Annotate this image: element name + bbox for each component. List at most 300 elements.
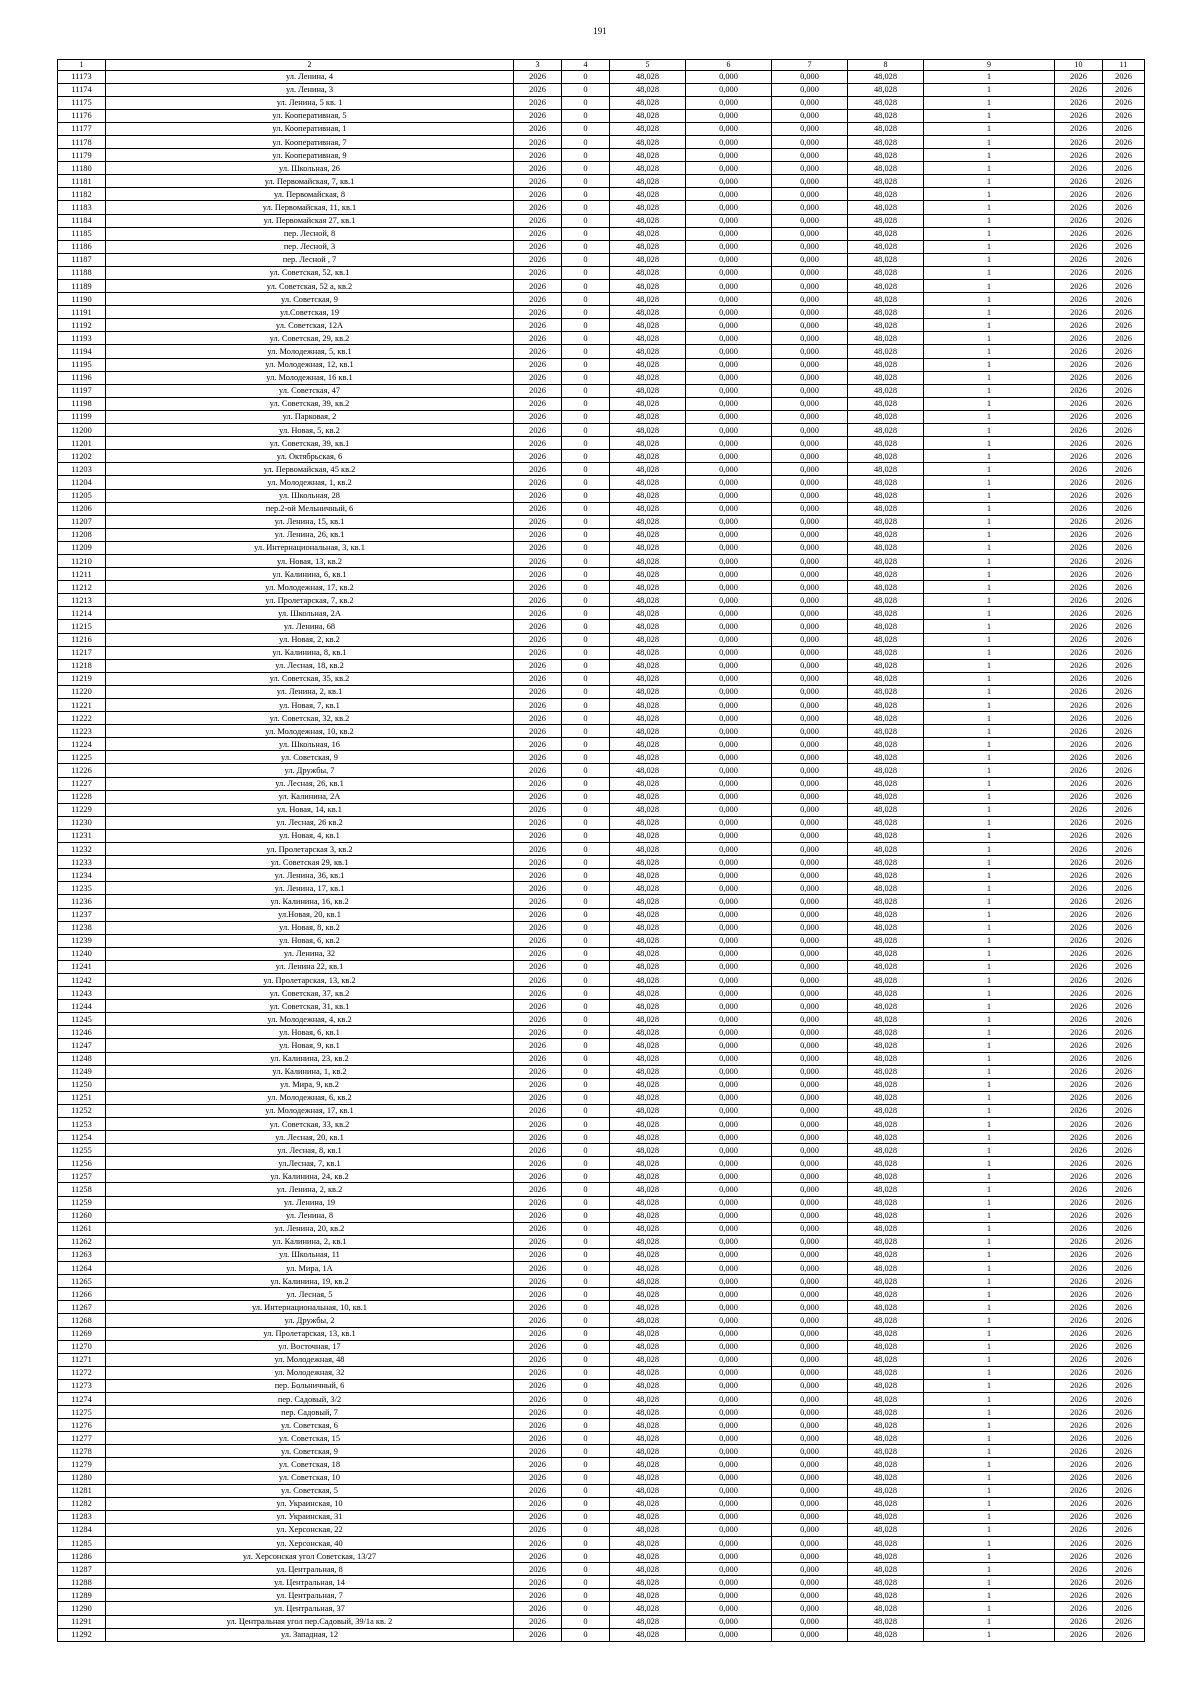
- value-c-cell: 48,028: [848, 1235, 924, 1248]
- year-from-cell: 2026: [1055, 227, 1103, 240]
- value-zero-cell: 0: [562, 960, 610, 973]
- year-from-cell: 2026: [1055, 1458, 1103, 1471]
- year-to-cell: 2026: [1103, 450, 1145, 463]
- value-c-cell: 48,028: [848, 725, 924, 738]
- year-to-cell: 2026: [1103, 1589, 1145, 1602]
- year-to-cell: 2026: [1103, 869, 1145, 882]
- year-from-cell: 2026: [1055, 1131, 1103, 1144]
- value-c-cell: 48,028: [848, 227, 924, 240]
- count-cell: 1: [924, 869, 1055, 882]
- address-cell: ул. Молодежная, 17, кв.2: [106, 581, 514, 594]
- total-value-cell: 48,028: [610, 1183, 686, 1196]
- year-from-cell: 2026: [1055, 1000, 1103, 1013]
- count-cell: 1: [924, 371, 1055, 384]
- address-cell: ул. Молодежная, 5, кв.1: [106, 345, 514, 358]
- year-from-cell: 2026: [1055, 685, 1103, 698]
- year-from-cell: 2026: [1055, 528, 1103, 541]
- value-zero-cell: 0: [562, 214, 610, 227]
- value-b-cell: 0,000: [772, 751, 848, 764]
- address-cell: ул. Новая, 7, кв.1: [106, 699, 514, 712]
- record-number-cell: 11225: [58, 751, 106, 764]
- total-value-cell: 48,028: [610, 306, 686, 319]
- address-cell: ул. Молодежная, 48: [106, 1353, 514, 1366]
- value-b-cell: 0,000: [772, 1432, 848, 1445]
- value-b-cell: 0,000: [772, 476, 848, 489]
- address-cell: ул. Советская, 10: [106, 1471, 514, 1484]
- count-cell: 1: [924, 1327, 1055, 1340]
- year-from-cell: 2026: [1055, 96, 1103, 109]
- year-from-cell: 2026: [1055, 135, 1103, 148]
- year-from-cell: 2026: [1055, 1523, 1103, 1536]
- address-cell: ул. Молодежная, 16 кв.1: [106, 371, 514, 384]
- value-zero-cell: 0: [562, 502, 610, 515]
- year-from-cell: 2026: [1055, 829, 1103, 842]
- year-from-cell: 2026: [1055, 594, 1103, 607]
- value-b-cell: 0,000: [772, 1157, 848, 1170]
- address-cell: ул. Кооперативная, 1: [106, 122, 514, 135]
- value-b-cell: 0,000: [772, 1484, 848, 1497]
- value-a-cell: 0,000: [686, 882, 772, 895]
- value-zero-cell: 0: [562, 1550, 610, 1563]
- value-b-cell: 0,000: [772, 1196, 848, 1209]
- value-b-cell: 0,000: [772, 1183, 848, 1196]
- value-a-cell: 0,000: [686, 1039, 772, 1052]
- value-zero-cell: 0: [562, 1183, 610, 1196]
- record-number-cell: 11215: [58, 620, 106, 633]
- table-row: [58, 188, 1145, 201]
- value-b-cell: 0,000: [772, 1091, 848, 1104]
- year-from-cell: 2026: [1055, 502, 1103, 515]
- record-number-cell: 11213: [58, 594, 106, 607]
- year-from-cell: 2026: [1055, 987, 1103, 1000]
- address-cell: ул. Советская, 47: [106, 384, 514, 397]
- value-b-cell: 0,000: [772, 489, 848, 502]
- column-header: 8: [848, 60, 924, 71]
- value-a-cell: 0,000: [686, 777, 772, 790]
- value-zero-cell: 0: [562, 1471, 610, 1484]
- value-a-cell: 0,000: [686, 1432, 772, 1445]
- year-start-cell: 2026: [514, 1602, 562, 1615]
- year-to-cell: 2026: [1103, 1406, 1145, 1419]
- count-cell: 1: [924, 1131, 1055, 1144]
- value-b-cell: 0,000: [772, 96, 848, 109]
- value-zero-cell: 0: [562, 882, 610, 895]
- table-row: [58, 751, 1145, 764]
- year-to-cell: 2026: [1103, 554, 1145, 567]
- count-cell: 1: [924, 856, 1055, 869]
- total-value-cell: 48,028: [610, 214, 686, 227]
- record-number-cell: 11287: [58, 1563, 106, 1576]
- year-start-cell: 2026: [514, 973, 562, 986]
- value-b-cell: 0,000: [772, 541, 848, 554]
- value-zero-cell: 0: [562, 489, 610, 502]
- count-cell: 1: [924, 1510, 1055, 1523]
- address-cell: ул. Советская 29, кв.1: [106, 856, 514, 869]
- year-to-cell: 2026: [1103, 253, 1145, 266]
- value-a-cell: 0,000: [686, 1026, 772, 1039]
- year-start-cell: 2026: [514, 1353, 562, 1366]
- count-cell: 1: [924, 568, 1055, 581]
- value-c-cell: 48,028: [848, 502, 924, 515]
- total-value-cell: 48,028: [610, 646, 686, 659]
- value-a-cell: 0,000: [686, 712, 772, 725]
- value-c-cell: 48,028: [848, 188, 924, 201]
- year-from-cell: 2026: [1055, 659, 1103, 672]
- total-value-cell: 48,028: [610, 1248, 686, 1261]
- table-row: [58, 1615, 1145, 1628]
- year-to-cell: 2026: [1103, 227, 1145, 240]
- value-zero-cell: 0: [562, 1392, 610, 1405]
- count-cell: 1: [924, 1353, 1055, 1366]
- year-start-cell: 2026: [514, 1104, 562, 1117]
- table-row: [58, 1471, 1145, 1484]
- value-zero-cell: 0: [562, 1209, 610, 1222]
- year-to-cell: 2026: [1103, 463, 1145, 476]
- table-row: [58, 240, 1145, 253]
- total-value-cell: 48,028: [610, 1602, 686, 1615]
- total-value-cell: 48,028: [610, 659, 686, 672]
- total-value-cell: 48,028: [610, 1065, 686, 1078]
- record-number-cell: 11232: [58, 843, 106, 856]
- value-zero-cell: 0: [562, 463, 610, 476]
- year-from-cell: 2026: [1055, 397, 1103, 410]
- value-a-cell: 0,000: [686, 1366, 772, 1379]
- year-start-cell: 2026: [514, 1118, 562, 1131]
- column-header: 1: [58, 60, 106, 71]
- count-cell: 1: [924, 1379, 1055, 1392]
- value-c-cell: 48,028: [848, 672, 924, 685]
- count-cell: 1: [924, 1301, 1055, 1314]
- year-from-cell: 2026: [1055, 882, 1103, 895]
- value-c-cell: 48,028: [848, 947, 924, 960]
- value-zero-cell: 0: [562, 1157, 610, 1170]
- value-zero-cell: 0: [562, 973, 610, 986]
- record-number-cell: 11187: [58, 253, 106, 266]
- value-zero-cell: 0: [562, 869, 610, 882]
- table-row: [58, 1550, 1145, 1563]
- value-a-cell: 0,000: [686, 1602, 772, 1615]
- year-to-cell: 2026: [1103, 1288, 1145, 1301]
- value-a-cell: 0,000: [686, 1353, 772, 1366]
- year-to-cell: 2026: [1103, 541, 1145, 554]
- address-cell: ул. Новая, 13, кв.2: [106, 554, 514, 567]
- year-from-cell: 2026: [1055, 83, 1103, 96]
- year-to-cell: 2026: [1103, 1576, 1145, 1589]
- value-c-cell: 48,028: [848, 175, 924, 188]
- value-a-cell: 0,000: [686, 1209, 772, 1222]
- table-row: [58, 476, 1145, 489]
- value-a-cell: 0,000: [686, 293, 772, 306]
- table-row: [58, 70, 1145, 83]
- value-a-cell: 0,000: [686, 1301, 772, 1314]
- year-start-cell: 2026: [514, 1510, 562, 1523]
- value-b-cell: 0,000: [772, 646, 848, 659]
- address-cell: ул. Первомайская 27, кв.1: [106, 214, 514, 227]
- year-start-cell: 2026: [514, 895, 562, 908]
- record-number-cell: 11255: [58, 1144, 106, 1157]
- value-c-cell: 48,028: [848, 777, 924, 790]
- value-a-cell: 0,000: [686, 489, 772, 502]
- value-b-cell: 0,000: [772, 908, 848, 921]
- record-number-cell: 11257: [58, 1170, 106, 1183]
- value-c-cell: 48,028: [848, 869, 924, 882]
- total-value-cell: 48,028: [610, 1379, 686, 1392]
- year-from-cell: 2026: [1055, 1222, 1103, 1235]
- count-cell: 1: [924, 1039, 1055, 1052]
- total-value-cell: 48,028: [610, 568, 686, 581]
- count-cell: 1: [924, 135, 1055, 148]
- value-c-cell: 48,028: [848, 83, 924, 96]
- value-a-cell: 0,000: [686, 371, 772, 384]
- year-start-cell: 2026: [514, 489, 562, 502]
- year-start-cell: 2026: [514, 1327, 562, 1340]
- value-c-cell: 48,028: [848, 594, 924, 607]
- value-a-cell: 0,000: [686, 685, 772, 698]
- year-start-cell: 2026: [514, 1091, 562, 1104]
- value-a-cell: 0,000: [686, 987, 772, 1000]
- year-from-cell: 2026: [1055, 1314, 1103, 1327]
- table-row: [58, 489, 1145, 502]
- value-zero-cell: 0: [562, 1013, 610, 1026]
- record-number-cell: 11262: [58, 1235, 106, 1248]
- value-a-cell: 0,000: [686, 135, 772, 148]
- table-row: [58, 1327, 1145, 1340]
- count-cell: 1: [924, 607, 1055, 620]
- value-b-cell: 0,000: [772, 685, 848, 698]
- value-c-cell: 48,028: [848, 1432, 924, 1445]
- year-to-cell: 2026: [1103, 672, 1145, 685]
- count-cell: 1: [924, 620, 1055, 633]
- value-a-cell: 0,000: [686, 960, 772, 973]
- value-a-cell: 0,000: [686, 463, 772, 476]
- total-value-cell: 48,028: [610, 371, 686, 384]
- total-value-cell: 48,028: [610, 1445, 686, 1458]
- value-b-cell: 0,000: [772, 1392, 848, 1405]
- table-row: [58, 856, 1145, 869]
- value-zero-cell: 0: [562, 1510, 610, 1523]
- value-b-cell: 0,000: [772, 293, 848, 306]
- year-start-cell: 2026: [514, 1301, 562, 1314]
- value-b-cell: 0,000: [772, 1013, 848, 1026]
- year-to-cell: 2026: [1103, 659, 1145, 672]
- value-zero-cell: 0: [562, 1288, 610, 1301]
- year-start-cell: 2026: [514, 1563, 562, 1576]
- value-b-cell: 0,000: [772, 1537, 848, 1550]
- address-cell: ул. Ленина, 36, кв.1: [106, 869, 514, 882]
- value-b-cell: 0,000: [772, 253, 848, 266]
- value-c-cell: 48,028: [848, 162, 924, 175]
- count-cell: 1: [924, 83, 1055, 96]
- total-value-cell: 48,028: [610, 149, 686, 162]
- value-zero-cell: 0: [562, 1196, 610, 1209]
- record-number-cell: 11189: [58, 280, 106, 293]
- value-b-cell: 0,000: [772, 83, 848, 96]
- value-c-cell: 48,028: [848, 1353, 924, 1366]
- value-c-cell: 48,028: [848, 1406, 924, 1419]
- year-from-cell: 2026: [1055, 214, 1103, 227]
- year-start-cell: 2026: [514, 463, 562, 476]
- value-a-cell: 0,000: [686, 803, 772, 816]
- record-number-cell: 11283: [58, 1510, 106, 1523]
- count-cell: 1: [924, 908, 1055, 921]
- value-b-cell: 0,000: [772, 358, 848, 371]
- value-c-cell: 48,028: [848, 424, 924, 437]
- year-start-cell: 2026: [514, 554, 562, 567]
- year-start-cell: 2026: [514, 646, 562, 659]
- value-c-cell: 48,028: [848, 1157, 924, 1170]
- year-start-cell: 2026: [514, 280, 562, 293]
- value-zero-cell: 0: [562, 738, 610, 751]
- year-start-cell: 2026: [514, 699, 562, 712]
- count-cell: 1: [924, 581, 1055, 594]
- total-value-cell: 48,028: [610, 109, 686, 122]
- record-number-cell: 11235: [58, 882, 106, 895]
- record-number-cell: 11221: [58, 699, 106, 712]
- record-number-cell: 11182: [58, 188, 106, 201]
- year-start-cell: 2026: [514, 201, 562, 214]
- year-from-cell: 2026: [1055, 751, 1103, 764]
- year-to-cell: 2026: [1103, 1275, 1145, 1288]
- value-b-cell: 0,000: [772, 1353, 848, 1366]
- value-c-cell: 48,028: [848, 70, 924, 83]
- address-cell: ул. Кооперативная, 5: [106, 109, 514, 122]
- address-cell: ул. Советская, 9: [106, 1445, 514, 1458]
- record-number-cell: 11256: [58, 1157, 106, 1170]
- value-zero-cell: 0: [562, 1497, 610, 1510]
- record-number-cell: 11277: [58, 1432, 106, 1445]
- value-a-cell: 0,000: [686, 646, 772, 659]
- year-from-cell: 2026: [1055, 620, 1103, 633]
- count-cell: 1: [924, 1392, 1055, 1405]
- total-value-cell: 48,028: [610, 1550, 686, 1563]
- year-from-cell: 2026: [1055, 332, 1103, 345]
- year-start-cell: 2026: [514, 1039, 562, 1052]
- count-cell: 1: [924, 1118, 1055, 1131]
- year-to-cell: 2026: [1103, 699, 1145, 712]
- address-cell: ул. Центральная, 14: [106, 1576, 514, 1589]
- value-b-cell: 0,000: [772, 1471, 848, 1484]
- year-start-cell: 2026: [514, 777, 562, 790]
- value-c-cell: 48,028: [848, 554, 924, 567]
- value-b-cell: 0,000: [772, 162, 848, 175]
- address-cell: ул. Советская, 52 а, кв.2: [106, 280, 514, 293]
- count-cell: 1: [924, 790, 1055, 803]
- value-zero-cell: 0: [562, 1458, 610, 1471]
- year-to-cell: 2026: [1103, 1550, 1145, 1563]
- record-number-cell: 11201: [58, 437, 106, 450]
- table-row: [58, 319, 1145, 332]
- value-c-cell: 48,028: [848, 1026, 924, 1039]
- year-to-cell: 2026: [1103, 1118, 1145, 1131]
- value-a-cell: 0,000: [686, 1510, 772, 1523]
- value-c-cell: 48,028: [848, 489, 924, 502]
- value-c-cell: 48,028: [848, 1222, 924, 1235]
- value-zero-cell: 0: [562, 332, 610, 345]
- table-row: [58, 764, 1145, 777]
- record-number-cell: 11219: [58, 672, 106, 685]
- year-start-cell: 2026: [514, 410, 562, 423]
- year-start-cell: 2026: [514, 1458, 562, 1471]
- address-cell: ул. Ленина, 19: [106, 1196, 514, 1209]
- year-from-cell: 2026: [1055, 175, 1103, 188]
- address-cell: ул. Калинина, 2А: [106, 790, 514, 803]
- total-value-cell: 48,028: [610, 699, 686, 712]
- record-number-cell: 11271: [58, 1353, 106, 1366]
- total-value-cell: 48,028: [610, 1222, 686, 1235]
- value-c-cell: 48,028: [848, 751, 924, 764]
- count-cell: 1: [924, 410, 1055, 423]
- record-number-cell: 11192: [58, 319, 106, 332]
- value-b-cell: 0,000: [772, 1314, 848, 1327]
- year-to-cell: 2026: [1103, 1353, 1145, 1366]
- value-zero-cell: 0: [562, 1065, 610, 1078]
- record-number-cell: 11281: [58, 1484, 106, 1497]
- table-row: [58, 777, 1145, 790]
- table-row: [58, 280, 1145, 293]
- value-b-cell: 0,000: [772, 1235, 848, 1248]
- value-zero-cell: 0: [562, 397, 610, 410]
- value-zero-cell: 0: [562, 96, 610, 109]
- year-to-cell: 2026: [1103, 1432, 1145, 1445]
- address-cell: ул. Пролетарская 3, кв.2: [106, 843, 514, 856]
- value-a-cell: 0,000: [686, 1523, 772, 1536]
- value-c-cell: 48,028: [848, 450, 924, 463]
- value-a-cell: 0,000: [686, 1379, 772, 1392]
- value-c-cell: 48,028: [848, 1039, 924, 1052]
- total-value-cell: 48,028: [610, 1537, 686, 1550]
- record-number-cell: 11186: [58, 240, 106, 253]
- total-value-cell: 48,028: [610, 1432, 686, 1445]
- address-cell: ул. Дружбы, 2: [106, 1314, 514, 1327]
- count-cell: 1: [924, 162, 1055, 175]
- table-row: [58, 1196, 1145, 1209]
- year-from-cell: 2026: [1055, 280, 1103, 293]
- value-b-cell: 0,000: [772, 1510, 848, 1523]
- year-from-cell: 2026: [1055, 109, 1103, 122]
- total-value-cell: 48,028: [610, 1000, 686, 1013]
- year-start-cell: 2026: [514, 424, 562, 437]
- table-row: [58, 633, 1145, 646]
- table-row: [58, 306, 1145, 319]
- record-number-cell: 11238: [58, 921, 106, 934]
- value-b-cell: 0,000: [772, 1209, 848, 1222]
- record-number-cell: 11249: [58, 1065, 106, 1078]
- value-b-cell: 0,000: [772, 1065, 848, 1078]
- address-cell: ул. Советская, 6: [106, 1419, 514, 1432]
- count-cell: 1: [924, 397, 1055, 410]
- year-from-cell: 2026: [1055, 1510, 1103, 1523]
- value-b-cell: 0,000: [772, 1340, 848, 1353]
- total-value-cell: 48,028: [610, 410, 686, 423]
- address-cell: ул. Новая, 6, кв.2: [106, 934, 514, 947]
- year-to-cell: 2026: [1103, 397, 1145, 410]
- table-row: [58, 397, 1145, 410]
- total-value-cell: 48,028: [610, 1209, 686, 1222]
- value-a-cell: 0,000: [686, 1419, 772, 1432]
- year-to-cell: 2026: [1103, 633, 1145, 646]
- value-c-cell: 48,028: [848, 1275, 924, 1288]
- record-number-cell: 11181: [58, 175, 106, 188]
- count-cell: 1: [924, 450, 1055, 463]
- value-zero-cell: 0: [562, 777, 610, 790]
- record-number-cell: 11284: [58, 1523, 106, 1536]
- value-c-cell: 48,028: [848, 306, 924, 319]
- record-number-cell: 11216: [58, 633, 106, 646]
- value-c-cell: 48,028: [848, 1000, 924, 1013]
- year-to-cell: 2026: [1103, 895, 1145, 908]
- year-from-cell: 2026: [1055, 1288, 1103, 1301]
- table-row: [58, 1039, 1145, 1052]
